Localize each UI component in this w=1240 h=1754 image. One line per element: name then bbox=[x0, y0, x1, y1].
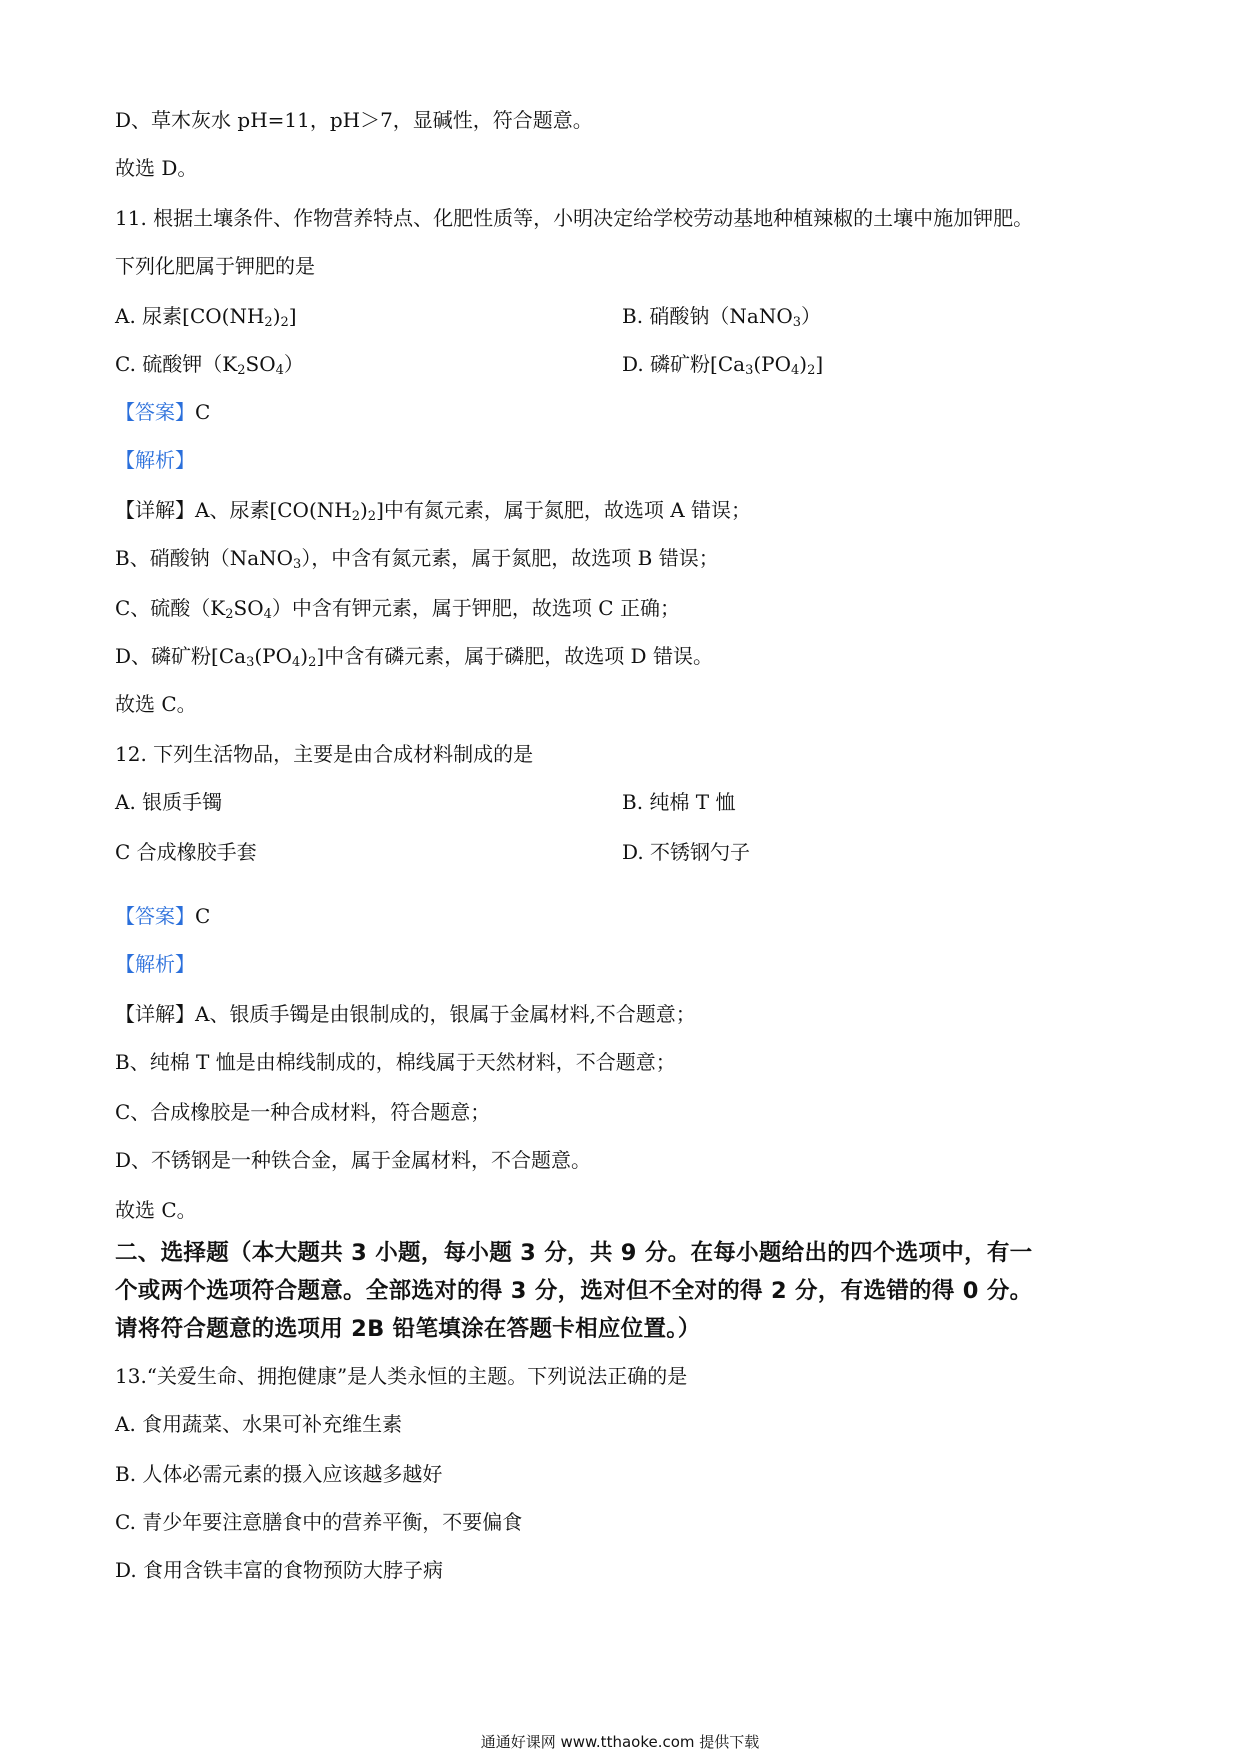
section-2-heading-line-1: 二、选择题（本大题共 3 小题，每小题 3 分，共 9 分。在每小题给出的四个选项中，有一 bbox=[115, 1240, 1033, 1266]
analysis-tag: 【解析】 bbox=[115, 952, 195, 976]
section-2-heading-line-2: 个或两个选项符合题意。全部选对的得 3 分，选对但不全对的得 2 分，有选错的得 0 分。 bbox=[115, 1278, 1033, 1304]
q12-detail-d: D、不锈钢是一种铁合金，属于金属材料，不合题意。 bbox=[115, 1148, 592, 1172]
q13-stem: 13.“关爱生命、拥抱健康”是人类永恒的主题。下列说法正确的是 bbox=[115, 1364, 688, 1388]
detail-text: SO bbox=[233, 596, 264, 620]
subscript: 3 bbox=[745, 363, 754, 378]
subscript: 4 bbox=[263, 607, 272, 622]
q11-option-d-text: ) bbox=[799, 352, 808, 376]
subscript: 2 bbox=[237, 363, 246, 378]
analysis-tag: 【解析】 bbox=[115, 448, 195, 472]
q11-option-a bbox=[115, 302, 297, 337]
q12-detail-b: B、纯棉 T 恤是由棉线制成的，棉线属于天然材料，不合题意； bbox=[115, 1050, 676, 1074]
q11-option-c-text: C. 硫酸钾（K bbox=[115, 352, 238, 376]
detail-text: ）中含有钾元素，属于钾肥，故选项 C 正确； bbox=[271, 596, 680, 620]
subscript: 2 bbox=[225, 607, 234, 622]
q12-stem: 12. 下列生活物品，主要是由合成材料制成的是 bbox=[115, 742, 534, 766]
q13-option-c: C. 青少年要注意膳食中的营养平衡，不要偏食 bbox=[115, 1510, 523, 1534]
q13-option-a: A. 食用蔬菜、水果可补充维生素 bbox=[115, 1412, 403, 1436]
q11-option-a-text: ) bbox=[272, 304, 281, 328]
subscript: 3 bbox=[792, 315, 802, 330]
subscript: 2 bbox=[367, 509, 377, 524]
q11-stem-line-2: 下列化肥属于钾肥的是 bbox=[115, 254, 315, 278]
detail-text: A、尿素[CO(NH bbox=[195, 498, 352, 522]
q13-option-b: B. 人体必需元素的摄入应该越多越好 bbox=[115, 1462, 443, 1486]
q12-option-d: D. 不锈钢勺子 bbox=[622, 840, 751, 864]
section-2-heading-line-3: 请将符合题意的选项用 2B 铅笔填涂在答题卡相应位置。） bbox=[115, 1316, 701, 1342]
subscript: 4 bbox=[292, 655, 301, 670]
detail-text: C、硫酸（K bbox=[115, 596, 226, 620]
answer-value: C bbox=[195, 904, 211, 928]
q11-detail-c bbox=[115, 594, 680, 629]
detail-text: D、磷矿粉[Ca bbox=[115, 644, 247, 668]
q11-analysis bbox=[115, 446, 195, 474]
q11-conclusion: 故选 C。 bbox=[115, 692, 197, 716]
q12-option-c: C 合成橡胶手套 bbox=[115, 840, 257, 864]
q11-option-c bbox=[115, 350, 304, 385]
q11-detail-a bbox=[115, 496, 751, 531]
subscript: 2 bbox=[264, 315, 273, 330]
detail-tag: 【详解】 bbox=[115, 1002, 195, 1026]
detail-text: (PO bbox=[254, 644, 293, 668]
q12-analysis bbox=[115, 950, 195, 978]
detail-text: B、硝酸钠（NaNO bbox=[115, 546, 294, 570]
detail-text: ) bbox=[359, 498, 368, 522]
q11-option-c-text: ） bbox=[283, 352, 304, 376]
subscript: 4 bbox=[275, 363, 284, 378]
q12-detail-a bbox=[115, 1000, 696, 1028]
q12-conclusion: 故选 C。 bbox=[115, 1198, 197, 1222]
subscript: 3 bbox=[293, 557, 302, 572]
detail-tag: 【详解】 bbox=[115, 498, 195, 522]
detail-text: A、银质手镯是由银制成的，银属于金属材料,不合题意； bbox=[195, 1002, 696, 1026]
q11-option-d-text: D. 磷矿粉[Ca bbox=[622, 352, 746, 376]
q11-option-d bbox=[622, 350, 823, 385]
q11-answer bbox=[115, 398, 210, 426]
q11-detail-b bbox=[115, 544, 719, 579]
q11-option-c-text: SO bbox=[245, 352, 276, 376]
subscript: 2 bbox=[351, 509, 360, 524]
answer-tag: 【答案】 bbox=[115, 904, 195, 928]
detail-text: ]中含有磷元素，属于磷肥，故选项 D 错误。 bbox=[316, 644, 713, 668]
detail-text: ]中有氮元素，属于氮肥，故选项 A 错误； bbox=[376, 498, 752, 522]
detail-text: ），中含有氮元素，属于氮肥，故选项 B 错误； bbox=[301, 546, 719, 570]
detail-text: ) bbox=[300, 644, 309, 668]
subscript: 4 bbox=[791, 363, 800, 378]
answer-value: C bbox=[195, 400, 211, 424]
subscript: 3 bbox=[246, 655, 255, 670]
q11-option-b-text: B. 硝酸钠（NaNO bbox=[622, 304, 793, 328]
subscript: 2 bbox=[807, 363, 816, 378]
subscript: 2 bbox=[280, 315, 289, 330]
answer-tag: 【答案】 bbox=[115, 400, 195, 424]
q12-answer bbox=[115, 902, 210, 930]
q11-stem-line-1: 11. 根据土壤条件、作物营养特点、化肥性质等，小明决定给学校劳动基地种植辣椒的土壤中施加钾肥。 bbox=[115, 206, 1034, 230]
q10-option-d-explanation: D、草木灰水 pH=11，pH＞7，显碱性，符合题意。 bbox=[115, 108, 593, 132]
q12-option-b: B. 纯棉 T 恤 bbox=[622, 790, 736, 814]
q11-option-b-text: ） bbox=[801, 304, 822, 328]
q11-option-d-text: (PO bbox=[753, 352, 792, 376]
q11-detail-d bbox=[115, 642, 713, 677]
q11-option-a-text: A. 尿素[CO(NH bbox=[115, 304, 265, 328]
q11-option-b bbox=[622, 302, 821, 337]
subscript: 2 bbox=[308, 655, 317, 670]
q11-option-a-text: ] bbox=[288, 304, 297, 328]
q13-option-d: D. 食用含铁丰富的食物预防大脖子病 bbox=[115, 1558, 444, 1582]
q12-detail-c: C、合成橡胶是一种合成材料，符合题意； bbox=[115, 1100, 491, 1124]
q12-option-a: A. 银质手镯 bbox=[115, 790, 223, 814]
page-footer-watermark: 通通好课网 www.tthaoke.com 提供下载 bbox=[480, 1733, 760, 1751]
q11-option-d-text: ] bbox=[815, 352, 824, 376]
q10-conclusion: 故选 D。 bbox=[115, 156, 198, 180]
